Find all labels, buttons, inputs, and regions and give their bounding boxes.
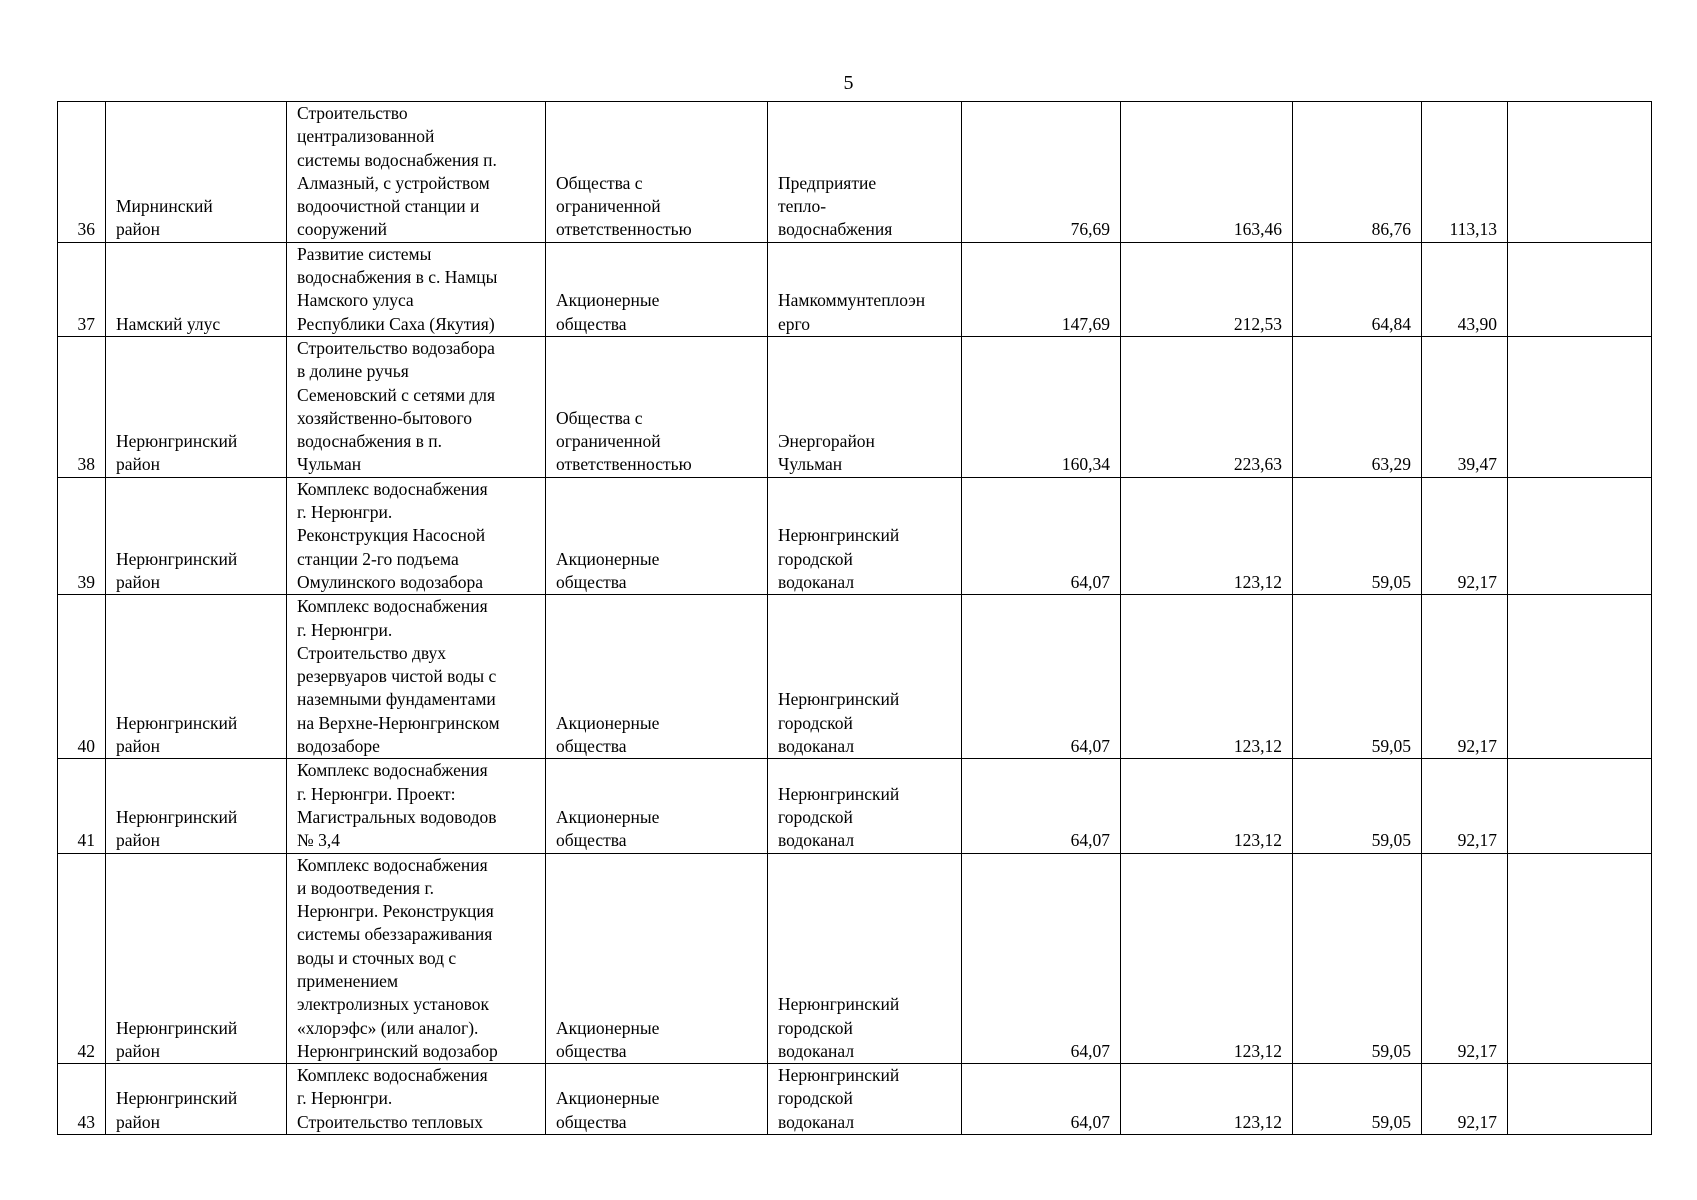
empty-cell	[1508, 595, 1652, 759]
district-cell: Нерюнгринский район	[106, 759, 287, 853]
org-form-cell: Акционерные общества	[546, 853, 768, 1064]
value-cell-1: 64,07	[962, 477, 1121, 594]
org-form-cell: Акционерные общества	[546, 242, 768, 336]
row-number: 40	[58, 595, 106, 759]
empty-cell	[1508, 242, 1652, 336]
district-cell: Намский улус	[106, 242, 287, 336]
district-cell: Нерюнгринский район	[106, 336, 287, 477]
value-cell-4: 92,17	[1422, 1064, 1508, 1135]
enterprise-cell: Предприятие тепло- водоснабжения	[768, 102, 962, 243]
row-number: 42	[58, 853, 106, 1064]
row-number: 37	[58, 242, 106, 336]
empty-cell	[1508, 336, 1652, 477]
row-number: 41	[58, 759, 106, 853]
row-number: 39	[58, 477, 106, 594]
value-cell-2: 123,12	[1121, 595, 1293, 759]
value-cell-2: 123,12	[1121, 477, 1293, 594]
value-cell-4: 92,17	[1422, 853, 1508, 1064]
value-cell-1: 76,69	[962, 102, 1121, 243]
enterprise-cell: Энергорайон Чульман	[768, 336, 962, 477]
table-row	[58, 1064, 1652, 1135]
project-cell: Развитие системы водоснабжения в с. Намцы Намского улуса Республики Саха (Якутия)	[287, 242, 546, 336]
row-number: 43	[58, 1064, 106, 1135]
org-form-cell: Акционерные общества	[546, 759, 768, 853]
value-cell-2: 223,63	[1121, 336, 1293, 477]
value-cell-3: 63,29	[1293, 336, 1422, 477]
value-cell-4: 92,17	[1422, 595, 1508, 759]
value-cell-3: 59,05	[1293, 853, 1422, 1064]
value-cell-1: 64,07	[962, 1064, 1121, 1135]
value-cell-3: 59,05	[1293, 759, 1422, 853]
value-cell-2: 123,12	[1121, 759, 1293, 853]
project-cell: Комплекс водоснабжения г. Нерюнгри. Реконструкция Насосной станции 2-го подъема Омулинского водозабора	[287, 477, 546, 594]
district-cell: Нерюнгринский район	[106, 595, 287, 759]
value-cell-4: 43,90	[1422, 242, 1508, 336]
table-body	[58, 102, 1652, 1135]
data-table	[57, 101, 1652, 1135]
value-cell-3: 59,05	[1293, 477, 1422, 594]
enterprise-cell: Нерюнгринский городской водоканал	[768, 853, 962, 1064]
org-form-cell: Общества с ограниченной ответственностью	[546, 102, 768, 243]
value-cell-2: 212,53	[1121, 242, 1293, 336]
row-number: 36	[58, 102, 106, 243]
enterprise-cell: Нерюнгринский городской водоканал	[768, 1064, 962, 1135]
row-number: 38	[58, 336, 106, 477]
empty-cell	[1508, 759, 1652, 853]
value-cell-1: 64,07	[962, 853, 1121, 1064]
value-cell-2: 123,12	[1121, 853, 1293, 1064]
org-form-cell: Акционерные общества	[546, 477, 768, 594]
value-cell-3: 86,76	[1293, 102, 1422, 243]
enterprise-cell: Нерюнгринский городской водоканал	[768, 595, 962, 759]
table-row	[58, 336, 1652, 477]
org-form-cell: Акционерные общества	[546, 1064, 768, 1135]
table-row	[58, 759, 1652, 853]
value-cell-2: 163,46	[1121, 102, 1293, 243]
table-row	[58, 477, 1652, 594]
value-cell-3: 59,05	[1293, 1064, 1422, 1135]
value-cell-1: 64,07	[962, 759, 1121, 853]
district-cell: Нерюнгринский район	[106, 853, 287, 1064]
value-cell-4: 113,13	[1422, 102, 1508, 243]
value-cell-2: 123,12	[1121, 1064, 1293, 1135]
value-cell-4: 92,17	[1422, 759, 1508, 853]
district-cell: Нерюнгринский район	[106, 1064, 287, 1135]
project-cell: Строительство водозабора в долине ручья Семеновский с сетями для хозяйственно-бытового водоснабжения в п. Чульман	[287, 336, 546, 477]
table-row	[58, 242, 1652, 336]
value-cell-3: 64,84	[1293, 242, 1422, 336]
empty-cell	[1508, 1064, 1652, 1135]
empty-cell	[1508, 477, 1652, 594]
enterprise-cell: Нерюнгринский городской водоканал	[768, 759, 962, 853]
value-cell-4: 39,47	[1422, 336, 1508, 477]
enterprise-cell: Нерюнгринский городской водоканал	[768, 477, 962, 594]
org-form-cell: Общества с ограниченной ответственностью	[546, 336, 768, 477]
project-cell: Комплекс водоснабжения г. Нерюнгри. Строительство тепловых	[287, 1064, 546, 1135]
project-cell: Комплекс водоснабжения г. Нерюнгри. Строительство двух резервуаров чистой воды с наземными фундаментами на Верхне-Нерюнгринском водозаборе	[287, 595, 546, 759]
value-cell-3: 59,05	[1293, 595, 1422, 759]
empty-cell	[1508, 102, 1652, 243]
page-number: 5	[843, 72, 854, 94]
enterprise-cell: Намкоммунтеплоэн ерго	[768, 242, 962, 336]
project-cell: Строительство централизованной системы водоснабжения п. Алмазный, с устройством водоочистной станции и сооружений	[287, 102, 546, 243]
value-cell-1: 64,07	[962, 595, 1121, 759]
empty-cell	[1508, 853, 1652, 1064]
district-cell: Нерюнгринский район	[106, 477, 287, 594]
value-cell-1: 160,34	[962, 336, 1121, 477]
table-row	[58, 102, 1652, 243]
table-row	[58, 853, 1652, 1064]
district-cell: Мирнинский район	[106, 102, 287, 243]
org-form-cell: Акционерные общества	[546, 595, 768, 759]
value-cell-1: 147,69	[962, 242, 1121, 336]
project-cell: Комплекс водоснабжения г. Нерюнгри. Проект: Магистральных водоводов № 3,4	[287, 759, 546, 853]
project-cell: Комплекс водоснабжения и водоотведения г. Нерюнгри. Реконструкция системы обеззараживания воды и сточных вод с применением электролизных установок «хлорэфс» (или аналог). Нерюнгринский водозабор	[287, 853, 546, 1064]
value-cell-4: 92,17	[1422, 477, 1508, 594]
table-row	[58, 595, 1652, 759]
